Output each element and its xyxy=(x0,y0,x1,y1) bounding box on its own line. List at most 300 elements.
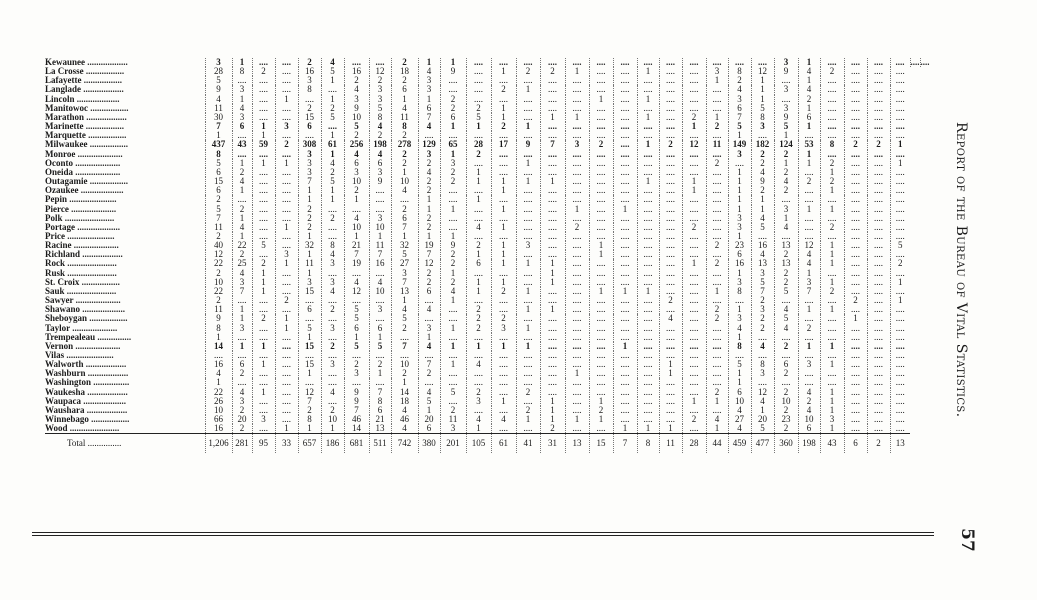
table-cell: .... xyxy=(589,122,613,131)
table-cell: 12 xyxy=(369,67,391,76)
table-cell: .... xyxy=(706,360,728,369)
table-cell: 12 xyxy=(751,388,774,397)
table-cell: .... xyxy=(491,95,516,104)
county-name: Sawyer .................... xyxy=(45,296,121,306)
table-cell: .... xyxy=(491,150,516,159)
table-cell: .... xyxy=(659,278,682,287)
table-cell: 2 xyxy=(418,369,440,378)
table-cell: .... xyxy=(637,131,659,140)
table-cell: 8 xyxy=(232,67,252,76)
table-cell: 4 xyxy=(418,388,440,397)
table-cell: 3 xyxy=(298,159,321,168)
table-cell: 1 xyxy=(798,205,820,214)
table-cell: .... xyxy=(252,85,275,94)
table-cell: 23 xyxy=(728,241,751,250)
table-cell: 3 xyxy=(391,269,418,278)
table-cell: .... xyxy=(613,259,637,268)
table-cell: 3 xyxy=(275,122,298,131)
table-cell: 2 xyxy=(391,58,418,67)
table-cell: 1 xyxy=(298,424,321,434)
table-cell: 8 xyxy=(391,122,418,131)
table-cell: .... xyxy=(565,324,589,333)
table-cell: 8 xyxy=(751,360,774,369)
table-cell: 4 xyxy=(391,104,418,113)
table-row xyxy=(45,333,930,342)
table-cell: 8 xyxy=(728,342,751,351)
table-cell: 1 xyxy=(637,67,659,76)
table-cell: .... xyxy=(659,95,682,104)
table-cell: 1 xyxy=(418,406,440,415)
table-cell: .... xyxy=(867,250,890,259)
table-cell: 1 xyxy=(589,95,613,104)
table-row xyxy=(45,369,930,378)
table-cell: .... xyxy=(565,259,589,268)
table-cell: .... xyxy=(867,351,890,360)
table-cell: .... xyxy=(491,168,516,177)
total-cell: 511 xyxy=(369,434,391,454)
table-cell: 3 xyxy=(321,259,344,268)
table-cell: .... xyxy=(844,104,867,113)
table-cell: 1 xyxy=(565,113,589,122)
table-cell: .... xyxy=(890,76,910,85)
total-row xyxy=(45,434,930,454)
table-cell: 7 xyxy=(298,397,321,406)
table-cell: 1 xyxy=(252,131,275,140)
table-cell: 2 xyxy=(440,259,466,268)
table-cell: 4 xyxy=(418,67,440,76)
table-cell: 3 xyxy=(774,205,798,214)
table-cell: .... xyxy=(844,232,867,241)
table-cell: .... xyxy=(682,351,706,360)
table-cell: 5 xyxy=(369,342,391,351)
table-cell: 3 xyxy=(774,104,798,113)
table-cell: 2 xyxy=(321,214,344,223)
table-cell: 3 xyxy=(344,369,369,378)
total-cell: 459 xyxy=(728,434,751,454)
table-cell: .... xyxy=(275,214,298,223)
table-cell: 1 xyxy=(890,278,910,287)
table-cell: 4 xyxy=(232,223,252,232)
table-cell: .... xyxy=(820,113,844,122)
table-cell: 1 xyxy=(391,296,418,305)
table-cell: .... xyxy=(890,150,910,159)
table-cell: 7 xyxy=(232,287,252,296)
table-cell: .... xyxy=(706,406,728,415)
table-cell: .... xyxy=(637,397,659,406)
table-cell: 5 xyxy=(205,76,232,85)
table-cell: 6 xyxy=(298,305,321,314)
table-cell: .... xyxy=(369,296,391,305)
table-cell: .... xyxy=(890,85,910,94)
table-cell: 9 xyxy=(344,104,369,113)
table-cell: 2 xyxy=(706,314,728,323)
table-cell: .... xyxy=(275,333,298,342)
table-cell: .... xyxy=(540,58,565,67)
table-cell: 1 xyxy=(890,296,910,305)
county-name: Pierce .................... xyxy=(45,204,117,214)
table-cell: 1 xyxy=(418,205,440,214)
table-cell: .... xyxy=(890,342,910,351)
table-cell: 3 xyxy=(205,58,232,67)
county-name: Sheboygan ................. xyxy=(45,314,128,324)
county-name: Milwaukee ................. xyxy=(45,140,128,150)
table-cell: .... xyxy=(820,369,844,378)
table-cell: 10 xyxy=(798,415,820,424)
table-cell: 1 xyxy=(728,232,751,241)
total-cell: 44 xyxy=(706,434,728,454)
table-cell: .... xyxy=(867,186,890,195)
table-cell: .... xyxy=(844,424,867,434)
table-cell: .... xyxy=(613,168,637,177)
table-cell: .... xyxy=(540,195,565,204)
table-cell: .... xyxy=(774,195,798,204)
table-cell: 1 xyxy=(659,424,682,434)
table-cell: .... xyxy=(540,214,565,223)
table-cell: 4 xyxy=(321,388,344,397)
table-cell: 1 xyxy=(205,378,232,387)
table-cell: 2 xyxy=(298,214,321,223)
table-cell: 2 xyxy=(516,388,540,397)
table-row xyxy=(45,406,930,415)
table-cell: .... xyxy=(491,214,516,223)
table-cell: .... xyxy=(540,76,565,85)
table-row xyxy=(45,397,930,406)
table-cell: .... xyxy=(565,378,589,387)
county-name: Lincoln ................... xyxy=(45,94,120,104)
table-cell: .... xyxy=(659,150,682,159)
table-cell: 2 xyxy=(820,223,844,232)
table-cell: .... xyxy=(867,76,890,85)
table-cell: 1 xyxy=(516,85,540,94)
table-cell: 10 xyxy=(205,278,232,287)
table-cell: .... xyxy=(252,424,275,434)
table-cell: .... xyxy=(516,378,540,387)
table-cell: 3 xyxy=(728,278,751,287)
table-cell: 1 xyxy=(798,269,820,278)
table-cell: .... xyxy=(844,122,867,131)
county-name: La Crosse ................. xyxy=(45,67,125,77)
table-cell: .... xyxy=(659,223,682,232)
table-cell: 1 xyxy=(820,397,844,406)
total-cell: 13 xyxy=(565,434,589,454)
table-cell: .... xyxy=(659,214,682,223)
table-cell: 2 xyxy=(774,186,798,195)
table-cell: .... xyxy=(613,269,637,278)
table-cell: .... xyxy=(867,113,890,122)
table-cell: 3 xyxy=(565,140,589,149)
table-cell: 1 xyxy=(820,278,844,287)
table-cell: .... xyxy=(682,305,706,314)
table-cell: 2 xyxy=(298,406,321,415)
table-cell: 4 xyxy=(391,186,418,195)
table-cell: .... xyxy=(565,168,589,177)
table-cell: 7 xyxy=(418,113,440,122)
table-cell: 1 xyxy=(418,232,440,241)
county-name: Waukesha .................. xyxy=(45,387,128,397)
table-cell: .... xyxy=(466,378,491,387)
table-cell: .... xyxy=(659,305,682,314)
table-cell: .... xyxy=(682,296,706,305)
table-cell: .... xyxy=(589,186,613,195)
table-cell: .... xyxy=(706,168,728,177)
table-cell: .... xyxy=(613,186,637,195)
table-cell: 5 xyxy=(321,113,344,122)
table-cell: .... xyxy=(344,205,369,214)
table-cell: .... xyxy=(890,95,910,104)
table-cell: .... xyxy=(275,360,298,369)
table-cell: .... xyxy=(706,250,728,259)
table-cell: 2 xyxy=(391,76,418,85)
table-cell: 1 xyxy=(298,333,321,342)
table-cell: .... xyxy=(637,351,659,360)
table-cell: 1 xyxy=(798,150,820,159)
table-cell: .... xyxy=(275,269,298,278)
table-cell: 16 xyxy=(728,259,751,268)
table-cell: .... xyxy=(844,177,867,186)
table-cell: 2 xyxy=(706,159,728,168)
total-cell: 742 xyxy=(391,434,418,454)
table-cell: .... xyxy=(491,269,516,278)
table-cell: .... xyxy=(659,259,682,268)
table-cell: 8 xyxy=(820,140,844,149)
table-cell: .... xyxy=(275,415,298,424)
table-cell: 7 xyxy=(391,223,418,232)
table-cell: 1 xyxy=(298,195,321,204)
table-cell: .... xyxy=(844,342,867,351)
table-cell: .... xyxy=(589,113,613,122)
table-cell: 9 xyxy=(751,177,774,186)
table-cell: .... xyxy=(516,314,540,323)
table-cell: 2 xyxy=(440,406,466,415)
table-cell: 1 xyxy=(516,342,540,351)
total-cell: 33 xyxy=(275,434,298,454)
table-cell: 6 xyxy=(728,250,751,259)
table-cell: .... xyxy=(682,278,706,287)
table-cell: .... xyxy=(890,168,910,177)
table-cell: .... xyxy=(890,305,910,314)
table-cell: 6 xyxy=(418,287,440,296)
table-cell: 3 xyxy=(751,369,774,378)
table-cell: 4 xyxy=(232,269,252,278)
table-cell: .... xyxy=(589,159,613,168)
table-cell: .... xyxy=(418,314,440,323)
table-cell: .... xyxy=(659,168,682,177)
table-row xyxy=(45,342,930,351)
total-cell: 360 xyxy=(774,434,798,454)
table-cell: 2 xyxy=(440,168,466,177)
table-cell: .... xyxy=(820,214,844,223)
total-cell: 186 xyxy=(321,434,344,454)
table-cell: .... xyxy=(682,195,706,204)
table-cell: 14 xyxy=(344,424,369,434)
table-cell: .... xyxy=(682,58,706,67)
table-cell: 2 xyxy=(418,177,440,186)
table-cell: 7 xyxy=(205,214,232,223)
table-cell: 3 xyxy=(418,324,440,333)
table-cell: .... xyxy=(275,406,298,415)
table-cell: 5 xyxy=(252,241,275,250)
table-cell: 1 xyxy=(466,424,491,434)
table-cell: .... xyxy=(613,314,637,323)
table-cell: .... xyxy=(706,95,728,104)
table-cell: .... xyxy=(751,58,774,67)
table-cell: 2 xyxy=(774,168,798,177)
table-cell: .... xyxy=(275,342,298,351)
table-cell: 1 xyxy=(820,305,844,314)
table-cell: 1 xyxy=(418,95,440,104)
county-name: Shawano ................... xyxy=(45,305,126,315)
table-row xyxy=(45,122,930,131)
table-cell: 1 xyxy=(659,369,682,378)
table-cell: 1 xyxy=(540,269,565,278)
table-cell: 2 xyxy=(589,140,613,149)
table-cell: .... xyxy=(867,397,890,406)
table-cell: 2 xyxy=(659,296,682,305)
table-cell: .... xyxy=(589,67,613,76)
table-cell: 10 xyxy=(391,360,418,369)
table-cell: .... xyxy=(275,150,298,159)
table-cell: .... xyxy=(275,131,298,140)
table-cell: 2 xyxy=(418,269,440,278)
table-cell: .... xyxy=(491,406,516,415)
table-cell: .... xyxy=(637,241,659,250)
table-cell: 5 xyxy=(890,241,910,250)
table-cell: .... xyxy=(466,85,491,94)
table-cell: .... xyxy=(275,369,298,378)
table-cell: 8 xyxy=(205,150,232,159)
table-cell: .... xyxy=(706,324,728,333)
table-cell: 15 xyxy=(298,342,321,351)
table-cell: 1 xyxy=(232,342,252,351)
table-cell: 1 xyxy=(751,95,774,104)
table-cell: .... xyxy=(637,223,659,232)
table-cell: 3 xyxy=(440,159,466,168)
table-cell: .... xyxy=(867,223,890,232)
running-title xyxy=(953,122,971,502)
table-cell: .... xyxy=(589,360,613,369)
table-cell: 2 xyxy=(798,397,820,406)
table-cell: .... xyxy=(252,378,275,387)
table-cell: .... xyxy=(589,324,613,333)
table-cell: 2 xyxy=(774,424,798,434)
table-cell: .... xyxy=(706,232,728,241)
table-cell: .... xyxy=(298,351,321,360)
table-cell: 8 xyxy=(728,67,751,76)
table-cell: 1 xyxy=(751,195,774,204)
table-cell: .... xyxy=(890,223,910,232)
table-cell: .... xyxy=(589,369,613,378)
table-row xyxy=(45,324,930,333)
table-cell: 5 xyxy=(344,122,369,131)
table-cell: 1 xyxy=(565,369,589,378)
table-cell: .... xyxy=(659,397,682,406)
table-cell: 3 xyxy=(751,305,774,314)
table-cell: 2 xyxy=(275,296,298,305)
table-cell: 2 xyxy=(321,305,344,314)
table-cell: 12 xyxy=(344,287,369,296)
table-cell: 4 xyxy=(418,305,440,314)
table-cell: .... xyxy=(466,67,491,76)
table-cell: .... xyxy=(516,76,540,85)
table-cell: .... xyxy=(682,232,706,241)
table-cell: .... xyxy=(252,104,275,113)
table-cell: .... xyxy=(682,388,706,397)
table-cell: 1 xyxy=(728,305,751,314)
table-cell: 4 xyxy=(391,406,418,415)
table-cell: .... xyxy=(637,278,659,287)
table-cell: .... xyxy=(369,205,391,214)
table-cell: 1 xyxy=(491,186,516,195)
table-cell: 1 xyxy=(540,177,565,186)
table-cell: 2 xyxy=(391,369,418,378)
county-name: Richland .................. xyxy=(45,250,123,260)
table-cell: 15 xyxy=(205,177,232,186)
table-cell: .... xyxy=(275,195,298,204)
table-cell: 4 xyxy=(321,58,344,67)
table-cell: 198 xyxy=(369,140,391,149)
table-cell: 2 xyxy=(820,159,844,168)
total-cell: 198 xyxy=(798,434,820,454)
table-cell: .... xyxy=(565,406,589,415)
table-cell: 3 xyxy=(369,95,391,104)
table-cell: 3 xyxy=(728,314,751,323)
table-cell: .... xyxy=(589,131,613,140)
table-cell: .... xyxy=(275,305,298,314)
table-cell: .... xyxy=(844,406,867,415)
table-cell: 1 xyxy=(516,305,540,314)
table-cell: 17 xyxy=(491,140,516,149)
table-cell: 2 xyxy=(751,296,774,305)
table-cell: 46 xyxy=(391,415,418,424)
table-cell: .... xyxy=(682,424,706,434)
table-cell: 6 xyxy=(298,122,321,131)
table-cell: .... xyxy=(867,406,890,415)
table-cell: .... xyxy=(613,85,637,94)
table-cell: .... xyxy=(613,95,637,104)
table-cell: .... xyxy=(774,333,798,342)
table-cell: 2 xyxy=(232,205,252,214)
table-cell: .... xyxy=(844,287,867,296)
table-cell: .... xyxy=(589,168,613,177)
table-cell: 6 xyxy=(798,113,820,122)
table-cell: .... xyxy=(440,333,466,342)
table-cell: 28 xyxy=(205,67,232,76)
table-cell: 2 xyxy=(391,159,418,168)
table-cell: 2 xyxy=(275,140,298,149)
table-cell: .... xyxy=(275,76,298,85)
table-cell: 6 xyxy=(232,122,252,131)
table-cell: .... xyxy=(613,278,637,287)
table-cell: 8 xyxy=(298,85,321,94)
table-cell: .... xyxy=(252,76,275,85)
table-cell: .... xyxy=(820,104,844,113)
table-cell: .... xyxy=(565,351,589,360)
table-cell: 16 xyxy=(205,424,232,434)
table-row xyxy=(45,241,930,250)
table-cell: 1 xyxy=(682,122,706,131)
table-cell: .... xyxy=(844,150,867,159)
table-cell: .... xyxy=(613,406,637,415)
table-cell: 6 xyxy=(418,104,440,113)
table-cell: .... xyxy=(516,214,540,223)
table-cell: .... xyxy=(298,131,321,140)
table-cell: .... xyxy=(637,159,659,168)
table-cell: .... xyxy=(516,186,540,195)
table-row xyxy=(45,314,930,323)
table-cell: 3 xyxy=(369,85,391,94)
table-cell: .... xyxy=(637,296,659,305)
table-cell: 14 xyxy=(205,342,232,351)
